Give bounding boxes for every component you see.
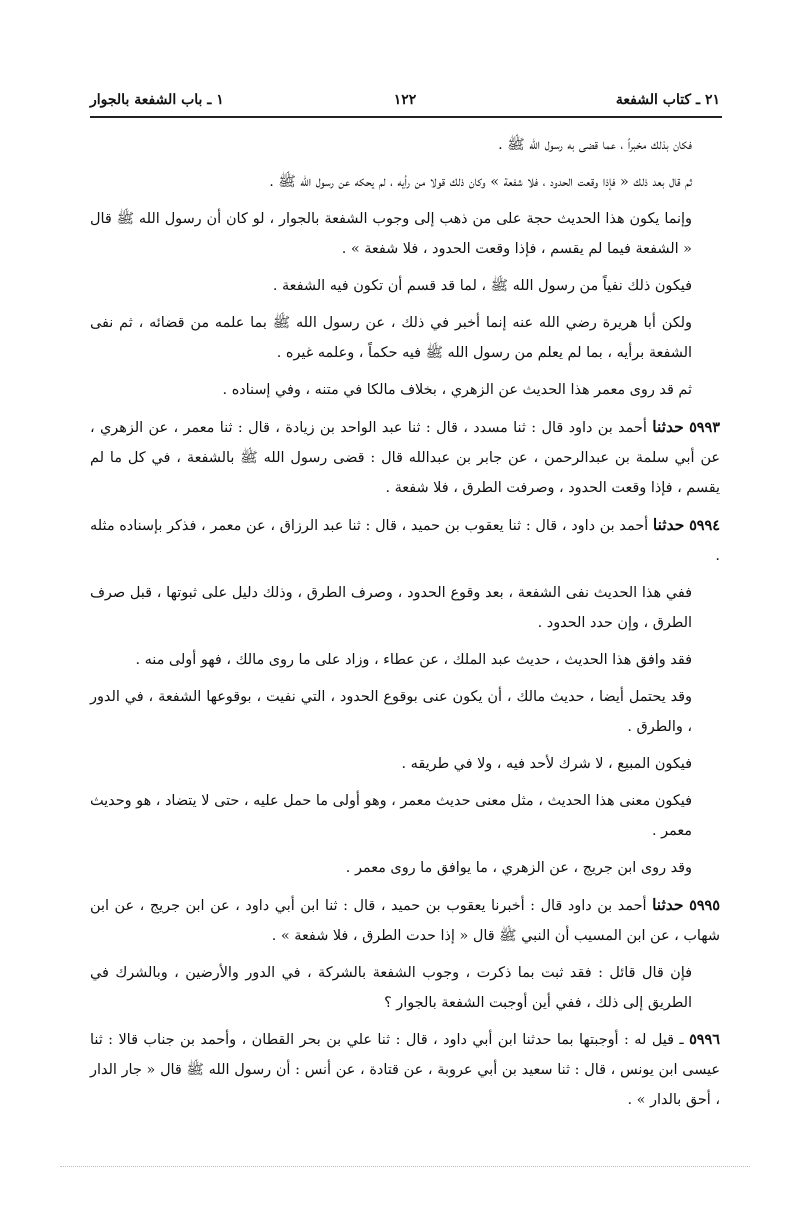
- running-header: [90, 88, 720, 114]
- hadith-number: ٥٩٩٦: [689, 1031, 720, 1048]
- hadith-paragraph: [90, 510, 720, 571]
- text-paragraph: [90, 130, 720, 160]
- hadith-number: ٥٩٩٥: [689, 897, 721, 914]
- section-title: ١ ـ باب الشفعة بالجوار: [90, 92, 224, 108]
- haddathana-marker: حدثنا: [652, 895, 684, 914]
- paragraph-text: ففي هذا الحديث نفى الشفعة ، بعد وقوع الحدود ، وصرف الطرق ، وذلك دليل على ثبوتها ، قبل صرف الطرق ، وإن حدد الحدود .: [90, 585, 692, 631]
- paragraph-text: أحمد بن داود قال : ثنا مسدد ، قال : ثنا عبد الواحد بن زيادة ، قال : ثنا معمر ، عن الزهري ، عن أبي سلمة بن عبدالرحمن ، عن جابر بن عبدالله قال : قضى رسول الله ﷺ بالشفعة ، في كل ما لم يقسم ، فإذا وقعت الحدود ، وصرفت الطرق ، فلا شفعة .: [90, 420, 720, 496]
- text-paragraph: [90, 682, 720, 742]
- paragraph-text: فكان بذلك مخبراً ، عما قضى به رسول الله ﷺ .: [498, 137, 692, 153]
- page-number: ١٢٢: [393, 92, 417, 108]
- paragraph-text: وإنما يكون هذا الحديث حجة على من ذهب إلى وجوب الشفعة بالجوار ، لو كان أن رسول الله ﷺ قال « الشفعة فيما لم يقسم ، فإذا وقعت الحدود ، فلا شفعة » .: [90, 211, 692, 257]
- text-paragraph: [90, 958, 720, 1018]
- hadith-number: ٥٩٩٣: [689, 419, 720, 436]
- paragraph-text: فقد وافق هذا الحديث ، حديث عبد الملك ، عن عطاء ، وزاد على ما روى مالك ، فهو أولى منه .: [135, 652, 692, 668]
- text-paragraph: [90, 375, 720, 405]
- text-paragraph: [90, 853, 720, 883]
- text-paragraph: [90, 786, 720, 846]
- paragraph-text: ـ قيل له : أوجبتها بما حدثنا ابن أبي داود ، قال : ثنا علي بن بحر القطان ، وأحمد بن جناب قالا : ثنا عيسى ابن يونس ، قال : ثنا سعيد بن أبي عروبة ، عن قتادة ، عن أنس : أن رسول الله ﷺ قال « جار الدار ، أحق بالدار » .: [90, 1032, 720, 1108]
- chapter-title: ٢١ ـ كتاب الشفعة: [615, 92, 720, 108]
- haddathana-marker: حدثنا: [652, 417, 684, 436]
- text-paragraph: [90, 167, 720, 197]
- paragraph-text: ثم قد روى معمر هذا الحديث عن الزهري ، بخلاف مالكا في متنه ، وفي إسناده .: [222, 382, 692, 398]
- text-paragraph: [90, 645, 720, 675]
- paragraph-text: فإن قال قائل : فقد ثبت بما ذكرت ، وجوب الشفعة بالشركة ، في الدور والأرضين ، وبالشرك في الطريق إلى ذلك ، ففي أين أوجبت الشفعة بالجوار ؟: [90, 965, 692, 1011]
- hadith-number: ٥٩٩٤: [689, 517, 720, 534]
- header-rule: [90, 116, 722, 118]
- paragraph-text: ولكن أبا هريرة رضي الله عنه إنما أخبر في ذلك ، عن رسول الله ﷺ بما علمه من قضائه ، ثم نفى الشفعة برأيه ، بما لم يعلم من رسول الله ﷺ فيه حكماً ، وعلمه غيره .: [90, 315, 692, 361]
- hadith-paragraph: [90, 1025, 720, 1115]
- paragraph-text: وقد روى ابن جريج ، عن الزهري ، ما يوافق ما روى معمر .: [345, 860, 692, 876]
- paragraph-text: أحمد بن داود قال : أخبرنا يعقوب بن حميد ، قال : ثنا ابن أبي داود ، عن ابن جريج ، عن ابن شهاب ، عن ابن المسيب أن النبي ﷺ قال « إذا حدت الطرق ، فلا شفعة » .: [90, 898, 720, 944]
- paragraph-text: فيكون المبيع ، لا شرك لأحد فيه ، ولا في طريقه .: [401, 756, 692, 772]
- text-paragraph: [90, 271, 720, 301]
- text-paragraph: [90, 308, 720, 368]
- hadith-paragraph: [90, 412, 720, 503]
- text-paragraph: [90, 749, 720, 779]
- paragraph-text: ثم قال بعد ذلك « فإذا وقعت الحدود ، فلا شفعة » وكان ذلك قولا من رأيه ، لم يحكه عن رسول الله ﷺ .: [269, 174, 692, 190]
- page-body: [90, 130, 720, 1122]
- page-bottom-edge: [60, 1166, 750, 1167]
- text-paragraph: [90, 578, 720, 638]
- paragraph-text: فيكون معنى هذا الحديث ، مثل معنى حديث معمر ، وهو أولى ما حمل عليه ، حتى لا يتضاد ، هو وحديث معمر .: [90, 793, 692, 839]
- paragraph-text: وقد يحتمل أيضا ، حديث مالك ، أن يكون عنى بوقوع الحدود ، التي نفيت ، بوقوعها الشفعة ، في الدور ، والطرق .: [90, 689, 692, 735]
- haddathana-marker: حدثنا: [652, 515, 685, 534]
- hadith-paragraph: [90, 890, 720, 951]
- paragraph-text: أحمد بن داود ، قال : ثنا يعقوب بن حميد ، قال : ثنا عبد الرزاق ، عن معمر ، فذكر بإسناده مثله .: [90, 518, 720, 564]
- text-paragraph: [90, 204, 720, 264]
- paragraph-text: فيكون ذلك نفياً من رسول الله ﷺ ، لما قد قسم أن تكون فيه الشفعة .: [272, 278, 692, 294]
